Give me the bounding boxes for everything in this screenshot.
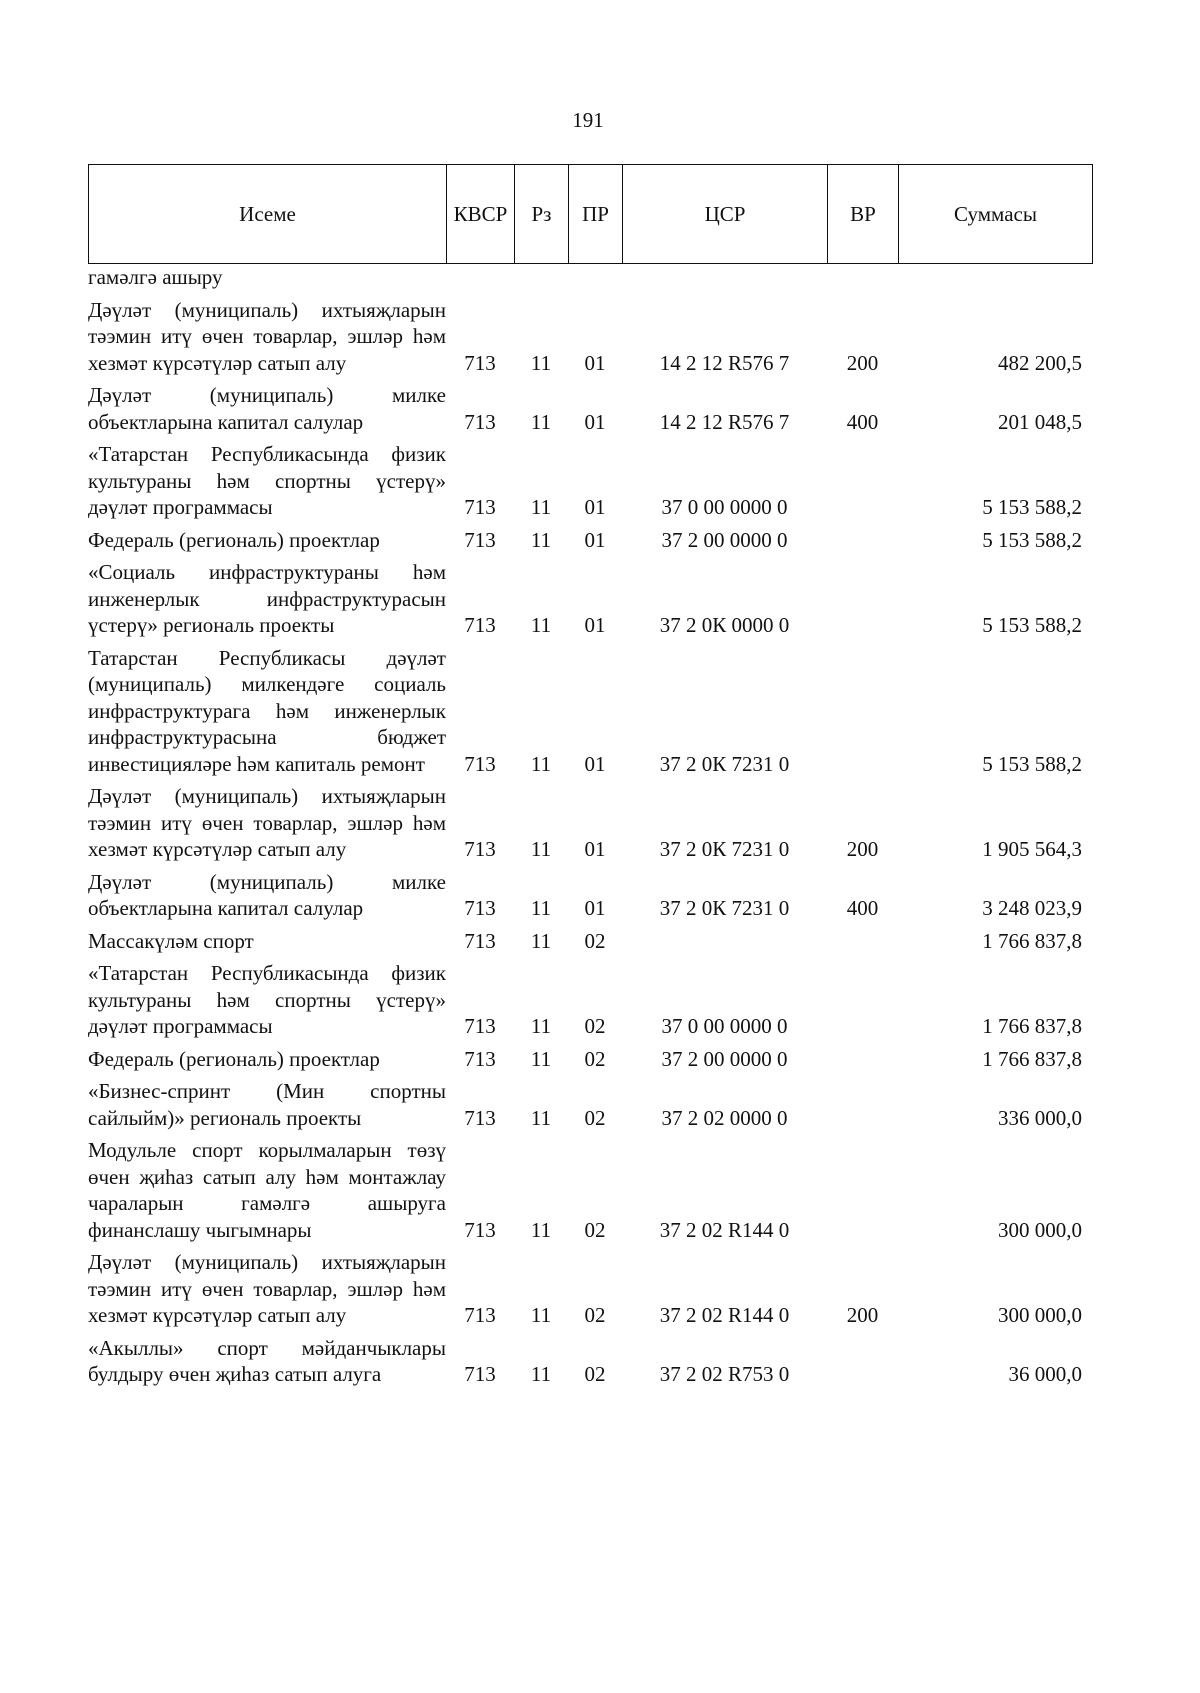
cell-kvsr <box>446 264 514 297</box>
cell-csr: 14 2 12 R576 7 <box>659 409 790 434</box>
cell-kvsr: 713 <box>464 409 496 434</box>
table-row <box>88 559 1092 645</box>
table-row <box>88 1137 1092 1249</box>
table-row <box>88 264 1092 297</box>
cell-vr <box>827 441 898 527</box>
cell-vr <box>827 1335 898 1394</box>
cell-kvsr: 713 <box>464 495 496 519</box>
cell-rz: 11 <box>530 613 552 637</box>
cell-vr: 200 <box>846 1303 879 1327</box>
cell-sum: 5 153 588,2 <box>982 527 1082 552</box>
cell-csr: 37 2 02 R144 0 <box>659 1217 790 1242</box>
cell-name: Дәүләт (муниципаль) ихтыяҗларын тәэмин итү өчен товарлар, эшләр һәм хезмәт күрсәтүләр сатып алу <box>88 297 446 375</box>
cell-sum <box>898 264 1092 297</box>
cell-vr <box>827 1046 898 1079</box>
cell-rz: 11 <box>530 1303 552 1327</box>
cell-kvsr: 713 <box>464 837 496 861</box>
cell-csr <box>622 928 827 961</box>
cell-csr: 37 0 00 0000 0 <box>661 495 788 519</box>
cell-name: Татарстан Республикасы дәүләт (муниципаль) милкендәге социаль инфраструктурага һәм инженерлык инфраструктурасына бюджет инвестицияләре һәм капиталь ремонт <box>88 645 446 776</box>
cell-kvsr: 713 <box>464 1303 496 1327</box>
table-row <box>88 928 1092 961</box>
cell-rz: 11 <box>530 837 552 861</box>
cell-csr: 37 2 0К 0000 0 <box>659 613 790 637</box>
cell-csr: 37 2 02 R753 0 <box>659 1362 790 1386</box>
cell-csr: 37 2 0К 7231 0 <box>659 896 790 920</box>
cell-pr: 01 <box>584 495 606 519</box>
table-row <box>88 382 1092 441</box>
cell-rz: 11 <box>530 928 552 953</box>
cell-pr: 01 <box>584 527 606 552</box>
header-vr: ВР <box>828 165 899 264</box>
cell-name: «Татарстан Республикасында физик культураны һәм спортны үстерү» дәүләт программасы <box>88 442 446 519</box>
cell-name: Федераль (региональ) проектлар <box>88 1046 380 1071</box>
cell-pr: 02 <box>584 1046 606 1071</box>
cell-vr <box>827 559 898 645</box>
cell-rz: 11 <box>530 350 552 375</box>
cell-pr <box>568 264 622 297</box>
cell-rz: 11 <box>530 1217 552 1242</box>
cell-name: «Социаль инфраструктураны һәм инженерлык инфраструктурасын үстерү» региональ проекты <box>88 560 446 637</box>
cell-name: Дәүләт (муниципаль) ихтыяҗларын тәэмин итү өчен товарлар, эшләр һәм хезмәт күрсәтүләр сатып алу <box>88 784 446 861</box>
cell-name: Массакүләм спорт <box>88 928 254 953</box>
header-sum: Суммасы <box>899 165 1093 264</box>
cell-sum: 5 153 588,2 <box>982 613 1082 637</box>
table-row <box>88 1078 1092 1137</box>
cell-sum: 1 766 837,8 <box>982 928 1082 953</box>
cell-name: Дәүләт (муниципаль) милке объектларына капитал салулар <box>88 383 446 434</box>
cell-csr: 37 2 00 0000 0 <box>661 1046 788 1071</box>
cell-vr <box>827 645 898 784</box>
cell-rz: 11 <box>530 896 552 920</box>
table-row <box>88 1249 1092 1335</box>
cell-name: «Татарстан Республикасында физик культураны һәм спортны үстерү» дәүләт программасы <box>88 961 446 1038</box>
cell-pr: 01 <box>584 751 606 776</box>
table-row <box>88 869 1092 928</box>
header-rz: Рз <box>515 165 569 264</box>
header-name: Исеме <box>89 165 447 264</box>
cell-pr: 02 <box>584 1014 606 1038</box>
cell-pr: 02 <box>584 1362 606 1386</box>
cell-name: «Бизнес-спринт (Мин спортны сайлыйм)» региональ проекты <box>88 1079 446 1130</box>
table-header <box>88 164 1093 264</box>
header-kvsr: КВСР <box>447 165 515 264</box>
cell-rz: 11 <box>530 527 552 552</box>
cell-sum: 36 000,0 <box>1008 1362 1082 1386</box>
cell-vr: 400 <box>846 896 879 920</box>
budget-table <box>88 264 1092 1394</box>
cell-kvsr: 713 <box>464 613 496 637</box>
cell-rz: 11 <box>530 409 552 434</box>
cell-sum: 482 200,5 <box>998 350 1082 375</box>
cell-kvsr: 713 <box>464 1105 496 1130</box>
cell-pr: 01 <box>584 350 606 375</box>
table-row <box>88 1335 1092 1394</box>
cell-vr <box>827 928 898 961</box>
cell-rz: 11 <box>530 495 552 519</box>
cell-csr: 37 2 02 0000 0 <box>661 1105 788 1130</box>
cell-sum: 336 000,0 <box>998 1105 1082 1130</box>
cell-sum: 300 000,0 <box>998 1217 1082 1242</box>
table-row <box>88 441 1092 527</box>
cell-vr: 200 <box>846 350 879 375</box>
header-csr: ЦСР <box>623 165 828 264</box>
page-number: 191 <box>572 108 604 132</box>
cell-csr: 37 0 00 0000 0 <box>661 1014 788 1038</box>
cell-kvsr: 713 <box>464 1046 496 1071</box>
cell-vr <box>827 264 898 297</box>
cell-kvsr: 713 <box>464 1362 496 1386</box>
table-row <box>88 1046 1092 1079</box>
cell-sum: 5 153 588,2 <box>982 495 1082 519</box>
cell-sum: 1 766 837,8 <box>982 1046 1082 1071</box>
cell-csr: 37 2 00 0000 0 <box>661 527 788 552</box>
cell-name: Федераль (региональ) проектлар <box>88 527 380 552</box>
cell-csr <box>622 264 827 297</box>
cell-sum: 300 000,0 <box>998 1303 1082 1327</box>
table-row <box>88 527 1092 560</box>
cell-sum: 1 905 564,3 <box>982 837 1082 861</box>
cell-vr <box>827 960 898 1046</box>
cell-rz: 11 <box>530 1046 552 1071</box>
cell-name: Модульле спорт корылмаларын төзү өчен җиһаз сатып алу һәм монтажлау чараларын гамәлгә ашыруга финанслашу чыгымнары <box>88 1138 446 1242</box>
cell-pr: 01 <box>584 896 606 920</box>
cell-csr: 37 2 02 R144 0 <box>659 1303 790 1327</box>
cell-vr <box>827 1078 898 1137</box>
cell-kvsr: 713 <box>464 1217 496 1242</box>
cell-csr: 37 2 0К 7231 0 <box>659 751 790 776</box>
cell-kvsr: 713 <box>464 928 496 953</box>
cell-vr: 200 <box>846 837 879 861</box>
cell-rz: 11 <box>530 1362 552 1386</box>
cell-pr: 02 <box>584 1217 606 1242</box>
cell-kvsr: 713 <box>464 527 496 552</box>
cell-kvsr: 713 <box>464 350 496 375</box>
cell-sum: 201 048,5 <box>998 409 1082 434</box>
cell-name: Дәүләт (муниципаль) милке объектларына капитал салулар <box>88 869 446 920</box>
cell-pr: 02 <box>584 1105 606 1130</box>
table-row <box>88 960 1092 1046</box>
cell-sum: 3 248 023,9 <box>982 896 1082 920</box>
cell-vr: 400 <box>846 409 879 434</box>
cell-rz: 11 <box>530 1014 552 1038</box>
cell-sum: 5 153 588,2 <box>982 751 1082 776</box>
cell-name: «Акыллы» спорт мәйданчыклары булдыру өчен җиһаз сатып алуга <box>88 1335 446 1386</box>
cell-csr: 14 2 12 R576 7 <box>659 350 790 375</box>
cell-vr <box>827 527 898 560</box>
cell-kvsr: 713 <box>464 1014 496 1038</box>
cell-sum: 1 766 837,8 <box>982 1014 1082 1038</box>
cell-pr: 02 <box>584 1303 606 1327</box>
cell-name: гамәлгә ашыру <box>88 265 223 289</box>
table-row <box>88 783 1092 869</box>
table-row <box>88 297 1092 383</box>
cell-pr: 01 <box>584 409 606 434</box>
cell-vr <box>827 1137 898 1249</box>
header-pr: ПР <box>569 165 623 264</box>
cell-csr: 37 2 0К 7231 0 <box>659 837 790 861</box>
cell-pr: 01 <box>584 613 606 637</box>
cell-pr: 01 <box>584 837 606 861</box>
table-row <box>88 645 1092 784</box>
cell-name: Дәүләт (муниципаль) ихтыяҗларын тәэмин итү өчен товарлар, эшләр һәм хезмәт күрсәтүләр сатып алу <box>88 1250 446 1327</box>
cell-kvsr: 713 <box>464 896 496 920</box>
cell-rz: 11 <box>530 1105 552 1130</box>
cell-rz: 11 <box>530 751 552 776</box>
cell-pr: 02 <box>584 928 606 953</box>
cell-kvsr: 713 <box>464 751 496 776</box>
cell-rz <box>514 264 568 297</box>
